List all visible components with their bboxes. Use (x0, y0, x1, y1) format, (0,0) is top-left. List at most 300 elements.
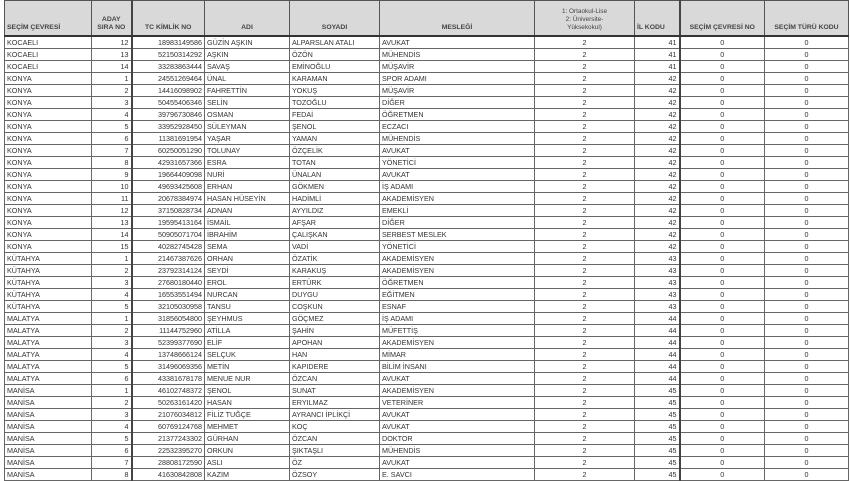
cell-secim-turu-kodu: 0 (765, 301, 849, 313)
header-label: SEÇİM TÜRÜ KODU (774, 24, 839, 31)
cell-secim-turu-kodu: 0 (765, 157, 849, 169)
cell-adi: ÜNAL (205, 73, 290, 85)
cell-aday-sira-no: 2 (92, 325, 132, 337)
table-row (5, 277, 849, 289)
cell-egitim: 2 (535, 229, 635, 241)
cell-secim-cevresi-no: 0 (680, 36, 765, 49)
cell-egitim: 2 (535, 217, 635, 229)
cell-aday-sira-no: 8 (92, 157, 132, 169)
cell-secim-cevresi-no: 0 (680, 145, 765, 157)
cell-il-kodu: 42 (635, 85, 680, 97)
cell-secim-cevresi: KONYA (5, 73, 92, 85)
cell-meslegi: EMEKLİ (380, 205, 535, 217)
table-row (5, 85, 849, 97)
cell-adi: GÜZİN AŞKIN (205, 36, 290, 49)
cell-tc-kimlik-no: 18983149586 (132, 36, 205, 49)
cell-secim-cevresi: KONYA (5, 97, 92, 109)
cell-aday-sira-no: 15 (92, 241, 132, 253)
cell-secim-turu-kodu: 0 (765, 241, 849, 253)
cell-tc-kimlik-no: 28808172590 (132, 457, 205, 469)
cell-il-kodu: 44 (635, 325, 680, 337)
cell-secim-turu-kodu: 0 (765, 337, 849, 349)
cell-tc-kimlik-no: 50905071704 (132, 229, 205, 241)
table-row (5, 181, 849, 193)
cell-adi: SEMA (205, 241, 290, 253)
cell-secim-cevresi-no: 0 (680, 277, 765, 289)
cell-aday-sira-no: 4 (92, 421, 132, 433)
header-secim-turu-kodu (765, 1, 849, 37)
cell-soyadi: ÖZCAN (290, 433, 380, 445)
cell-soyadi: COŞKUN (290, 301, 380, 313)
table-row (5, 421, 849, 433)
cell-egitim: 2 (535, 313, 635, 325)
cell-adi: İBRAHİM (205, 229, 290, 241)
cell-soyadi: HADİMLİ (290, 193, 380, 205)
cell-secim-cevresi-no: 0 (680, 313, 765, 325)
header-label: SEÇİM ÇEVRESİ NO (689, 24, 755, 31)
cell-adi: ORHAN (205, 253, 290, 265)
cell-secim-cevresi-no: 0 (680, 121, 765, 133)
cell-soyadi: ÖZATİK (290, 253, 380, 265)
cell-soyadi: ŞAHİN (290, 325, 380, 337)
table-row (5, 385, 849, 397)
cell-secim-cevresi-no: 0 (680, 241, 765, 253)
cell-secim-turu-kodu: 0 (765, 61, 849, 73)
cell-secim-cevresi-no: 0 (680, 457, 765, 469)
cell-soyadi: FEDAİ (290, 109, 380, 121)
table-row (5, 133, 849, 145)
cell-aday-sira-no: 6 (92, 373, 132, 385)
cell-egitim: 2 (535, 397, 635, 409)
cell-egitim: 2 (535, 61, 635, 73)
cell-il-kodu: 42 (635, 121, 680, 133)
header-tc-kimlik-no (132, 1, 205, 37)
cell-tc-kimlik-no: 52150314292 (132, 49, 205, 61)
cell-secim-cevresi-no: 0 (680, 229, 765, 241)
table-row (5, 73, 849, 85)
cell-egitim: 2 (535, 289, 635, 301)
cell-meslegi: AKADEMİSYEN (380, 265, 535, 277)
cell-secim-turu-kodu: 0 (765, 397, 849, 409)
cell-aday-sira-no: 11 (92, 193, 132, 205)
cell-meslegi: BİLİM İNSANI (380, 361, 535, 373)
cell-secim-cevresi: KONYA (5, 181, 92, 193)
cell-il-kodu: 43 (635, 289, 680, 301)
header-label: ADI (241, 24, 253, 31)
cell-secim-cevresi-no: 0 (680, 301, 765, 313)
table-row (5, 457, 849, 469)
cell-egitim: 2 (535, 409, 635, 421)
cell-aday-sira-no: 6 (92, 445, 132, 457)
cell-secim-cevresi-no: 0 (680, 385, 765, 397)
cell-egitim: 2 (535, 121, 635, 133)
cell-il-kodu: 42 (635, 229, 680, 241)
table-row (5, 169, 849, 181)
cell-tc-kimlik-no: 21467387626 (132, 253, 205, 265)
table-row (5, 36, 849, 49)
cell-secim-cevresi-no: 0 (680, 97, 765, 109)
cell-meslegi: E. SAVCI (380, 469, 535, 481)
cell-aday-sira-no: 7 (92, 457, 132, 469)
cell-tc-kimlik-no: 41630842808 (132, 469, 205, 481)
table-row (5, 325, 849, 337)
cell-il-kodu: 44 (635, 349, 680, 361)
cell-meslegi: YÖNETİCİ (380, 157, 535, 169)
cell-egitim: 2 (535, 36, 635, 49)
cell-secim-cevresi-no: 0 (680, 445, 765, 457)
cell-secim-cevresi-no: 0 (680, 109, 765, 121)
cell-secim-cevresi: KOCAELI (5, 49, 92, 61)
cell-meslegi: AKADEMİSYEN (380, 337, 535, 349)
cell-secim-turu-kodu: 0 (765, 265, 849, 277)
cell-soyadi: ÖZ (290, 457, 380, 469)
table-row (5, 265, 849, 277)
cell-meslegi: AVUKAT (380, 457, 535, 469)
header-label: SIRA NO (97, 24, 126, 31)
header-secim-cevresi-no (680, 1, 765, 37)
cell-il-kodu: 43 (635, 277, 680, 289)
cell-il-kodu: 43 (635, 253, 680, 265)
cell-secim-cevresi-no: 0 (680, 181, 765, 193)
header-label: Yüksekokul) (567, 24, 602, 31)
cell-il-kodu: 45 (635, 445, 680, 457)
table-row (5, 193, 849, 205)
cell-secim-cevresi-no: 0 (680, 421, 765, 433)
cell-secim-cevresi-no: 0 (680, 193, 765, 205)
cell-secim-turu-kodu: 0 (765, 469, 849, 481)
cell-tc-kimlik-no: 52399377690 (132, 337, 205, 349)
cell-meslegi: ECZACI (380, 121, 535, 133)
cell-il-kodu: 43 (635, 301, 680, 313)
cell-secim-cevresi: KOCAELI (5, 61, 92, 73)
cell-secim-cevresi: KONYA (5, 109, 92, 121)
cell-secim-cevresi: KÜTAHYA (5, 265, 92, 277)
cell-meslegi: MÜHENDİS (380, 49, 535, 61)
table-row (5, 445, 849, 457)
cell-aday-sira-no: 1 (92, 253, 132, 265)
cell-adi: HASAN HÜSEYİN (205, 193, 290, 205)
cell-secim-turu-kodu: 0 (765, 193, 849, 205)
cell-secim-cevresi: MANİSA (5, 445, 92, 457)
cell-meslegi: AKADEMİSYEN (380, 193, 535, 205)
table-row (5, 121, 849, 133)
cell-secim-turu-kodu: 0 (765, 121, 849, 133)
table-row (5, 253, 849, 265)
cell-secim-cevresi-no: 0 (680, 433, 765, 445)
cell-meslegi: ESNAF (380, 301, 535, 313)
header-meslegi (380, 1, 535, 37)
cell-soyadi: EMİNOĞLU (290, 61, 380, 73)
table-row (5, 109, 849, 121)
cell-secim-cevresi-no: 0 (680, 289, 765, 301)
cell-secim-turu-kodu: 0 (765, 253, 849, 265)
header-label: İL KODU (637, 24, 665, 31)
cell-tc-kimlik-no: 31856054800 (132, 313, 205, 325)
cell-adi: SELİN (205, 97, 290, 109)
cell-secim-cevresi-no: 0 (680, 373, 765, 385)
cell-aday-sira-no: 6 (92, 133, 132, 145)
cell-secim-cevresi: KÜTAHYA (5, 289, 92, 301)
cell-secim-cevresi-no: 0 (680, 361, 765, 373)
cell-soyadi: ŞENOL (290, 121, 380, 133)
cell-soyadi: ŞIKTAŞLI (290, 445, 380, 457)
cell-secim-cevresi-no: 0 (680, 469, 765, 481)
cell-egitim: 2 (535, 181, 635, 193)
cell-tc-kimlik-no: 11144752960 (132, 325, 205, 337)
cell-egitim: 2 (535, 421, 635, 433)
cell-meslegi: DİĞER (380, 217, 535, 229)
cell-egitim: 2 (535, 277, 635, 289)
cell-egitim: 2 (535, 469, 635, 481)
cell-il-kodu: 44 (635, 337, 680, 349)
cell-egitim: 2 (535, 241, 635, 253)
cell-secim-cevresi-no: 0 (680, 349, 765, 361)
cell-secim-cevresi: KONYA (5, 205, 92, 217)
cell-adi: SAVAŞ (205, 61, 290, 73)
cell-tc-kimlik-no: 46102748372 (132, 385, 205, 397)
table-row (5, 241, 849, 253)
cell-meslegi: AVUKAT (380, 36, 535, 49)
table-row (5, 469, 849, 481)
header-il-kodu (635, 1, 680, 37)
cell-meslegi: MÜŞAVİR (380, 61, 535, 73)
cell-egitim: 2 (535, 157, 635, 169)
cell-egitim: 2 (535, 385, 635, 397)
cell-soyadi: APOHAN (290, 337, 380, 349)
table-row (5, 229, 849, 241)
cell-aday-sira-no: 8 (92, 469, 132, 481)
table-row (5, 205, 849, 217)
cell-meslegi: AKADEMİSYEN (380, 385, 535, 397)
cell-secim-cevresi: KÜTAHYA (5, 277, 92, 289)
cell-il-kodu: 41 (635, 36, 680, 49)
cell-egitim: 2 (535, 265, 635, 277)
cell-soyadi: AYYILDIZ (290, 205, 380, 217)
cell-il-kodu: 45 (635, 385, 680, 397)
cell-adi: METİN (205, 361, 290, 373)
cell-soyadi: YOKUŞ (290, 85, 380, 97)
table-row (5, 337, 849, 349)
cell-aday-sira-no: 13 (92, 217, 132, 229)
cell-secim-cevresi-no: 0 (680, 409, 765, 421)
table-row (5, 313, 849, 325)
cell-secim-cevresi-no: 0 (680, 157, 765, 169)
cell-soyadi: DUYGU (290, 289, 380, 301)
cell-adi: FAHRETTİN (205, 85, 290, 97)
cell-secim-turu-kodu: 0 (765, 433, 849, 445)
cell-egitim: 2 (535, 373, 635, 385)
cell-meslegi: AVUKAT (380, 421, 535, 433)
cell-tc-kimlik-no: 31496069356 (132, 361, 205, 373)
cell-adi: ŞENOL (205, 385, 290, 397)
cell-secim-cevresi-no: 0 (680, 217, 765, 229)
header-soyadi (290, 1, 380, 37)
cell-aday-sira-no: 4 (92, 109, 132, 121)
cell-adi: SÜLEYMAN (205, 121, 290, 133)
header-label: SEÇİM ÇEVRESİ (7, 24, 61, 31)
cell-soyadi: ÖZCAN (290, 373, 380, 385)
cell-aday-sira-no: 3 (92, 337, 132, 349)
cell-egitim: 2 (535, 109, 635, 121)
cell-aday-sira-no: 2 (92, 397, 132, 409)
cell-egitim: 2 (535, 253, 635, 265)
cell-secim-cevresi: KONYA (5, 133, 92, 145)
table-row (5, 61, 849, 73)
cell-secim-cevresi: MALATYA (5, 325, 92, 337)
table-row (5, 217, 849, 229)
cell-secim-cevresi-no: 0 (680, 205, 765, 217)
cell-secim-cevresi-no: 0 (680, 61, 765, 73)
cell-secim-turu-kodu: 0 (765, 97, 849, 109)
cell-secim-turu-kodu: 0 (765, 217, 849, 229)
cell-il-kodu: 42 (635, 133, 680, 145)
table-row (5, 373, 849, 385)
table-row (5, 409, 849, 421)
cell-secim-cevresi: MALATYA (5, 373, 92, 385)
header-label: SOYADI (321, 24, 348, 31)
cell-secim-cevresi-no: 0 (680, 397, 765, 409)
cell-tc-kimlik-no: 50455406346 (132, 97, 205, 109)
cell-egitim: 2 (535, 325, 635, 337)
cell-adi: AŞKIN (205, 49, 290, 61)
cell-tc-kimlik-no: 22532395270 (132, 445, 205, 457)
cell-adi: GÜRHAN (205, 433, 290, 445)
cell-adi: FİLİZ TUĞÇE (205, 409, 290, 421)
cell-soyadi: ALPARSLAN ATALI (290, 36, 380, 49)
cell-meslegi: AVUKAT (380, 373, 535, 385)
cell-adi: ELİF (205, 337, 290, 349)
cell-secim-cevresi-no: 0 (680, 49, 765, 61)
cell-tc-kimlik-no: 21076034812 (132, 409, 205, 421)
cell-egitim: 2 (535, 301, 635, 313)
cell-secim-cevresi-no: 0 (680, 133, 765, 145)
cell-tc-kimlik-no: 33952928450 (132, 121, 205, 133)
cell-meslegi: AVUKAT (380, 145, 535, 157)
cell-meslegi: İŞ ADAMI (380, 313, 535, 325)
cell-meslegi: DOKTOR (380, 433, 535, 445)
cell-meslegi: VETERİNER (380, 397, 535, 409)
cell-aday-sira-no: 1 (92, 385, 132, 397)
cell-aday-sira-no: 5 (92, 301, 132, 313)
cell-soyadi: ÖZÇELİK (290, 145, 380, 157)
cell-soyadi: VADİ (290, 241, 380, 253)
cell-adi: KAZIM (205, 469, 290, 481)
cell-meslegi: ÖĞRETMEN (380, 277, 535, 289)
cell-soyadi: ERYILMAZ (290, 397, 380, 409)
cell-tc-kimlik-no: 21377243302 (132, 433, 205, 445)
cell-soyadi: GÖÇMEZ (290, 313, 380, 325)
header-label: 1: Ortaokul-Lise (561, 8, 608, 15)
cell-secim-cevresi: KONYA (5, 157, 92, 169)
cell-egitim: 2 (535, 85, 635, 97)
cell-secim-cevresi: KONYA (5, 217, 92, 229)
cell-adi: YAŞAR (205, 133, 290, 145)
cell-secim-cevresi: KONYA (5, 229, 92, 241)
cell-meslegi: SERBEST MESLEK (380, 229, 535, 241)
cell-tc-kimlik-no: 42931657366 (132, 157, 205, 169)
cell-secim-cevresi: MANİSA (5, 397, 92, 409)
cell-secim-turu-kodu: 0 (765, 409, 849, 421)
cell-secim-turu-kodu: 0 (765, 457, 849, 469)
cell-secim-cevresi-no: 0 (680, 265, 765, 277)
table-row (5, 433, 849, 445)
cell-meslegi: MİMAR (380, 349, 535, 361)
cell-tc-kimlik-no: 11381691954 (132, 133, 205, 145)
cell-il-kodu: 41 (635, 49, 680, 61)
cell-adi: ŞEYHMUS (205, 313, 290, 325)
cell-il-kodu: 45 (635, 457, 680, 469)
cell-tc-kimlik-no: 20678384974 (132, 193, 205, 205)
cell-aday-sira-no: 1 (92, 73, 132, 85)
cell-secim-turu-kodu: 0 (765, 313, 849, 325)
cell-secim-cevresi-no: 0 (680, 73, 765, 85)
cell-meslegi: AKADEMİSYEN (380, 253, 535, 265)
cell-egitim: 2 (535, 433, 635, 445)
cell-secim-turu-kodu: 0 (765, 385, 849, 397)
cell-aday-sira-no: 3 (92, 409, 132, 421)
cell-secim-turu-kodu: 0 (765, 325, 849, 337)
cell-egitim: 2 (535, 97, 635, 109)
cell-tc-kimlik-no: 32105030958 (132, 301, 205, 313)
cell-aday-sira-no: 4 (92, 349, 132, 361)
cell-il-kodu: 42 (635, 109, 680, 121)
cell-il-kodu: 42 (635, 205, 680, 217)
cell-adi: EROL (205, 277, 290, 289)
cell-secim-turu-kodu: 0 (765, 181, 849, 193)
cell-tc-kimlik-no: 60769124768 (132, 421, 205, 433)
cell-secim-turu-kodu: 0 (765, 73, 849, 85)
cell-secim-cevresi: KONYA (5, 241, 92, 253)
cell-il-kodu: 42 (635, 217, 680, 229)
cell-soyadi: GÖKMEN (290, 181, 380, 193)
cell-secim-turu-kodu: 0 (765, 85, 849, 97)
cell-soyadi: KAPIDERE (290, 361, 380, 373)
header-egitim (535, 1, 635, 37)
cell-egitim: 2 (535, 349, 635, 361)
table-row (5, 97, 849, 109)
cell-tc-kimlik-no: 37150828734 (132, 205, 205, 217)
cell-soyadi: ÜNALAN (290, 169, 380, 181)
header-label: TC KİMLİK NO (145, 24, 192, 31)
table-row (5, 361, 849, 373)
cell-soyadi: AFŞAR (290, 217, 380, 229)
cell-secim-cevresi: MANİSA (5, 469, 92, 481)
cell-soyadi: KARAKUŞ (290, 265, 380, 277)
cell-aday-sira-no: 3 (92, 277, 132, 289)
cell-tc-kimlik-no: 19595413164 (132, 217, 205, 229)
cell-meslegi: MÜHENDİS (380, 133, 535, 145)
cell-egitim: 2 (535, 445, 635, 457)
cell-aday-sira-no: 14 (92, 229, 132, 241)
cell-egitim: 2 (535, 457, 635, 469)
cell-il-kodu: 45 (635, 433, 680, 445)
cell-soyadi: HAN (290, 349, 380, 361)
cell-secim-cevresi: MANİSA (5, 409, 92, 421)
table-row (5, 145, 849, 157)
cell-secim-turu-kodu: 0 (765, 277, 849, 289)
cell-il-kodu: 45 (635, 421, 680, 433)
header-adi (205, 1, 290, 37)
cell-secim-cevresi-no: 0 (680, 337, 765, 349)
cell-tc-kimlik-no: 43381678178 (132, 373, 205, 385)
cell-tc-kimlik-no: 39796730846 (132, 109, 205, 121)
cell-soyadi: ERTÜRK (290, 277, 380, 289)
cell-secim-cevresi: KONYA (5, 169, 92, 181)
cell-egitim: 2 (535, 337, 635, 349)
table-row (5, 157, 849, 169)
cell-tc-kimlik-no: 24551269464 (132, 73, 205, 85)
cell-soyadi: ÖZSOY (290, 469, 380, 481)
